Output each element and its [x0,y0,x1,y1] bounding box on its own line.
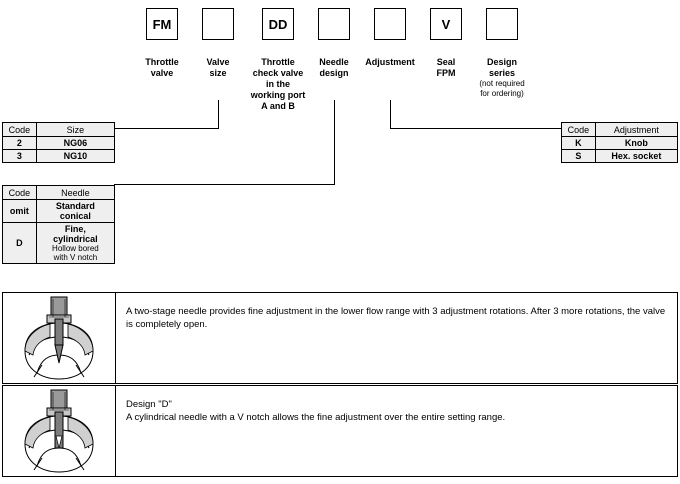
needle-cross-section-standard-svg [3,293,116,383]
code-box-adjustment [374,8,406,40]
description-text-standard [116,293,677,383]
code-box-seal-fpm [430,8,462,40]
cell-subline: with V notch [53,253,98,262]
ordering-code-row [0,0,680,120]
column-header-code: Code [3,123,37,137]
cell-code: 3 [3,150,37,163]
column-header-code: Code [562,123,596,137]
column-header-adjustment: Adjustment [595,123,677,137]
code-box-value: FM [152,16,172,32]
code-box-value: V [441,16,451,32]
description-panel-standard [2,292,678,384]
table-row [562,150,678,163]
table-row [3,137,115,150]
cell-line: cylindrical [53,234,98,244]
code-label-line: in the [266,79,290,89]
code-label-line: design [319,68,349,78]
code-box-valve-size [202,8,234,40]
code-label-line: Throttle [145,57,179,67]
code-label-subline: (not required [479,79,525,88]
code-label-line: check valve [252,68,304,78]
table-header-row [3,123,115,137]
table-header-row [562,123,678,137]
table-valve-size [2,122,115,163]
needle-cross-section-standard-icon [3,293,116,383]
code-label-line: Design [486,57,517,67]
leader-line-valve-size-horizontal [114,128,219,129]
code-label-line: size [209,68,227,78]
code-box-value: DD [268,16,288,32]
leader-line-adjustment-vertical [390,100,391,128]
needle-cross-section-design-d-svg [3,386,116,476]
table-header-row [3,186,115,200]
description-panel-design-d [2,385,678,477]
code-label-subline: for ordering) [480,89,524,98]
code-label-line: Valve [206,57,230,67]
table-needle-design [2,185,115,264]
code-label-line: series [488,68,516,78]
code-box-throttle-check-valve [262,8,294,40]
needle-cross-section-design-d-icon [3,386,116,476]
panel-text: A cylindrical needle with a V notch allows the fine adjustment over the entire setting range. [126,412,506,423]
code-label-line: Throttle [261,57,295,67]
cell-subline: Hollow bored [52,244,99,253]
code-box-needle-design [318,8,350,40]
table-row [562,137,678,150]
code-label-line: FPM [436,68,456,78]
cell-line: Fine, [64,224,86,234]
cell-code: S [562,150,596,163]
code-box-throttle-valve [146,8,178,40]
table-row [3,223,115,264]
cell-code: omit [3,200,37,223]
leader-line-needle-vertical [334,100,335,184]
leader-line-needle-horizontal [114,184,335,185]
leader-line-adjustment-horizontal [390,128,562,129]
column-header-needle: Needle [36,186,114,200]
code-label-line: Adjustment [365,57,415,67]
code-label-line: valve [150,68,174,78]
cell-line: conical [59,211,91,221]
code-label-line: working port [250,90,306,100]
cell-size: NG06 [36,137,114,150]
cell-code: 2 [3,137,37,150]
code-label-design-series [465,57,539,99]
cell-adjustment: Hex. socket [595,150,677,163]
code-label-line: A and B [261,101,295,111]
panel-title: Design "D" [126,399,172,410]
table-row [3,200,115,223]
code-box-design-series [486,8,518,40]
cell-code: K [562,137,596,150]
leader-line-valve-size-vertical [218,100,219,128]
table-row [3,150,115,163]
column-header-code: Code [3,186,37,200]
cell-needle [36,200,114,223]
cell-adjustment: Knob [595,137,677,150]
code-label-line: Needle [319,57,349,67]
table-adjustment [561,122,678,163]
cell-code: D [3,223,37,264]
cell-line: Standard [55,201,95,211]
cell-needle [36,223,114,264]
column-header-size: Size [36,123,114,137]
panel-text: A two-stage needle provides fine adjustment in the lower flow range with 3 adjustment rotations. After 3 more rotations, the valve is completely open. [126,306,666,330]
cell-size: NG10 [36,150,114,163]
description-text-design-d [116,386,677,476]
code-label-line: Seal [436,57,456,67]
